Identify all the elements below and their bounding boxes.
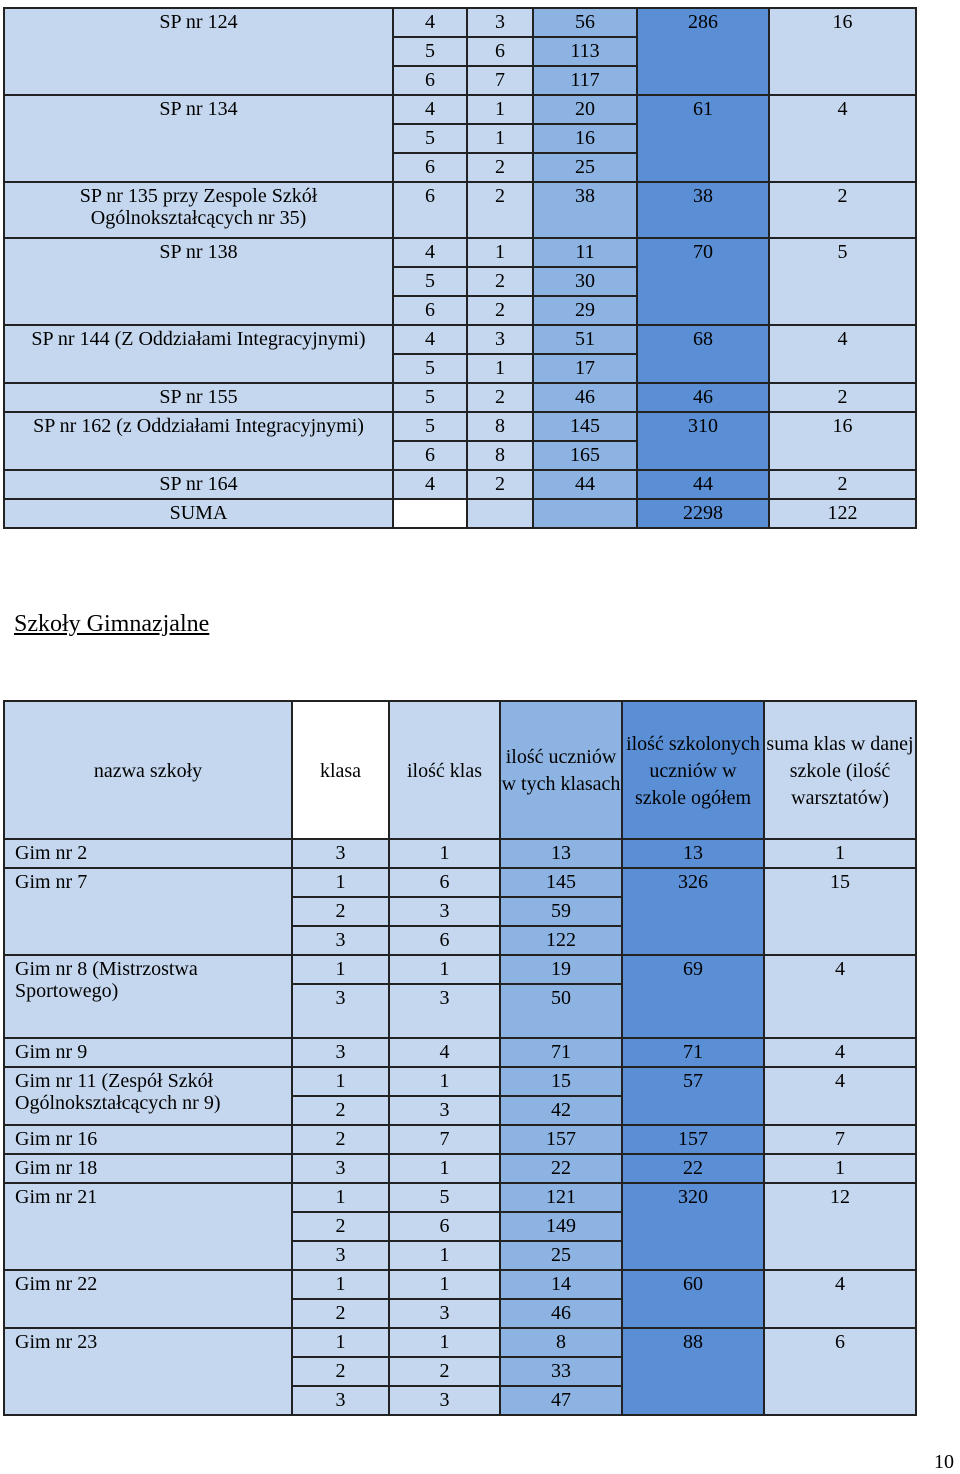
suma-cell: 2 (769, 383, 916, 412)
uczniow-cell: 29 (533, 296, 637, 325)
total-label: SUMA (4, 499, 393, 528)
primary-schools-table (3, 7, 917, 529)
uczniow-cell: 165 (533, 441, 637, 470)
table-row (4, 1270, 916, 1299)
header-klasa: klasa (292, 701, 389, 839)
klasa-cell: 5 (393, 124, 467, 153)
klasa-cell: 6 (393, 296, 467, 325)
klasa-cell: 6 (393, 66, 467, 95)
uczniow-cell: 22 (500, 1154, 622, 1183)
uczniow-cell: 71 (500, 1038, 622, 1067)
school-name: SP nr 162 (z Oddziałami Integracyjnymi) (4, 412, 393, 470)
klasa-cell: 4 (393, 95, 467, 124)
school-name: Gim nr 23 (4, 1328, 292, 1415)
school-name: Gim nr 18 (4, 1154, 292, 1183)
klasa-cell: 5 (393, 267, 467, 296)
ogolem-cell: 38 (637, 182, 769, 238)
klasa-cell: 1 (292, 1067, 389, 1096)
suma-cell: 1 (764, 1154, 916, 1183)
ilosc-klas-cell: 1 (389, 1270, 500, 1299)
suma-cell: 4 (764, 1038, 916, 1067)
ilosc-klas-cell: 2 (467, 470, 533, 499)
ilosc-klas-cell: 3 (389, 1096, 500, 1125)
suma-cell: 15 (764, 868, 916, 955)
ilosc-klas-cell: 3 (389, 1299, 500, 1328)
ilosc-klas-cell: 6 (389, 926, 500, 955)
page-number: 10 (934, 1451, 954, 1473)
table-row (4, 1328, 916, 1357)
school-name: Gim nr 16 (4, 1125, 292, 1154)
uczniow-cell: 145 (533, 412, 637, 441)
uczniow-cell: 46 (500, 1299, 622, 1328)
school-name: Gim nr 2 (4, 839, 292, 868)
uczniow-cell: 25 (533, 153, 637, 182)
total-row (4, 499, 916, 528)
suma-cell: 1 (764, 839, 916, 868)
ogolem-cell: 286 (637, 8, 769, 95)
klasa-cell: 1 (292, 1183, 389, 1212)
uczniow-cell: 117 (533, 66, 637, 95)
klasa-cell: 2 (292, 897, 389, 926)
table-row (4, 412, 916, 441)
school-name: Gim nr 7 (4, 868, 292, 955)
uczniow-cell: 50 (500, 984, 622, 1038)
table-row (4, 238, 916, 267)
school-name: SP nr 138 (4, 238, 393, 325)
klasa-cell: 1 (292, 1270, 389, 1299)
uczniow-cell: 42 (500, 1096, 622, 1125)
klasa-cell: 3 (292, 1154, 389, 1183)
uczniow-cell: 16 (533, 124, 637, 153)
ilosc-klas-cell: 4 (389, 1038, 500, 1067)
klasa-cell: 4 (393, 470, 467, 499)
klasa-cell: 5 (393, 412, 467, 441)
klasa-cell: 3 (292, 839, 389, 868)
klasa-cell: 2 (292, 1299, 389, 1328)
ilosc-klas-cell: 1 (389, 1067, 500, 1096)
table-row (4, 955, 916, 984)
suma-cell: 12 (764, 1183, 916, 1270)
school-name: Gim nr 8 (Mistrzostwa Sportowego) (4, 955, 292, 1038)
header-suma: suma klas w danej szkole (ilość warsztatów) (764, 701, 916, 839)
klasa-cell: 4 (393, 8, 467, 37)
uczniow-cell: 14 (500, 1270, 622, 1299)
school-name: SP nr 164 (4, 470, 393, 499)
uczniow-cell: 46 (533, 383, 637, 412)
uczniow-cell: 19 (500, 955, 622, 984)
ilosc-klas-cell: 2 (467, 296, 533, 325)
uczniow-cell: 121 (500, 1183, 622, 1212)
ogolem-cell: 157 (622, 1125, 764, 1154)
klasa-cell: 6 (393, 441, 467, 470)
uczniow-cell: 25 (500, 1241, 622, 1270)
suma-cell: 16 (769, 412, 916, 470)
table-row (4, 325, 916, 354)
uczniow-cell: 30 (533, 267, 637, 296)
table-row (4, 1125, 916, 1154)
uczniow-cell: 15 (500, 1067, 622, 1096)
school-name: SP nr 144 (Z Oddziałami Integracyjnymi) (4, 325, 393, 383)
section-title: Szkoły Gimnazjalne (14, 611, 210, 637)
uczniow-cell: 20 (533, 95, 637, 124)
table-row (4, 8, 916, 37)
uczniow-cell: 56 (533, 8, 637, 37)
ogolem-cell: 60 (622, 1270, 764, 1328)
school-name: Gim nr 22 (4, 1270, 292, 1328)
uczniow-cell: 8 (500, 1328, 622, 1357)
ilosc-klas-cell: 8 (467, 412, 533, 441)
uczniow-cell: 145 (500, 868, 622, 897)
uczniow-cell: 157 (500, 1125, 622, 1154)
uczniow-cell: 13 (500, 839, 622, 868)
header-row (4, 701, 916, 839)
ilosc-klas-cell: 1 (389, 839, 500, 868)
ilosc-klas-cell: 3 (467, 8, 533, 37)
uczniow-cell: 122 (500, 926, 622, 955)
header-ogolem: ilość szkolonych uczniów w szkole ogółem (622, 701, 764, 839)
table-row (4, 1154, 916, 1183)
ogolem-cell: 22 (622, 1154, 764, 1183)
klasa-cell: 1 (292, 1328, 389, 1357)
ilosc-klas-cell: 2 (389, 1357, 500, 1386)
klasa-cell: 3 (292, 1241, 389, 1270)
ilosc-klas-cell: 2 (467, 383, 533, 412)
uczniow-cell: 51 (533, 325, 637, 354)
ilosc-klas-cell: 1 (467, 238, 533, 267)
ogolem-cell: 68 (637, 325, 769, 383)
ogolem-cell: 69 (622, 955, 764, 1038)
ilosc-klas-cell: 2 (467, 267, 533, 296)
ilosc-klas-cell: 1 (389, 1241, 500, 1270)
klasa-cell: 6 (393, 153, 467, 182)
klasa-cell: 1 (292, 868, 389, 897)
school-name: Gim nr 21 (4, 1183, 292, 1270)
ilosc-klas-cell: 6 (467, 37, 533, 66)
klasa-cell: 3 (292, 984, 389, 1038)
klasa-cell: 3 (292, 1038, 389, 1067)
total-suma: 122 (769, 499, 916, 528)
school-name: SP nr 134 (4, 95, 393, 182)
ilosc-klas-cell: 2 (467, 182, 533, 238)
suma-cell: 16 (769, 8, 916, 95)
school-name: Gim nr 9 (4, 1038, 292, 1067)
header-ilosc-klas: ilość klas (389, 701, 500, 839)
klasa-cell: 3 (292, 926, 389, 955)
uczniow-cell: 44 (533, 470, 637, 499)
ilosc-klas-cell: 1 (467, 95, 533, 124)
ilosc-klas-cell: 1 (389, 1154, 500, 1183)
ilosc-klas-cell: 3 (467, 325, 533, 354)
ogolem-cell: 13 (622, 839, 764, 868)
suma-cell: 4 (764, 955, 916, 1038)
suma-cell: 2 (769, 470, 916, 499)
klasa-cell: 5 (393, 354, 467, 383)
table-row (4, 1038, 916, 1067)
ogolem-cell: 310 (637, 412, 769, 470)
suma-cell: 4 (764, 1067, 916, 1125)
uczniow-cell: 59 (500, 897, 622, 926)
klasa-cell: 5 (393, 383, 467, 412)
ogolem-cell: 46 (637, 383, 769, 412)
ilosc-klas-cell: 3 (389, 984, 500, 1038)
klasa-cell: 2 (292, 1212, 389, 1241)
school-name: SP nr 155 (4, 383, 393, 412)
uczniow-cell: 149 (500, 1212, 622, 1241)
suma-cell: 6 (764, 1328, 916, 1415)
uczniow-cell: 33 (500, 1357, 622, 1386)
school-name: SP nr 124 (4, 8, 393, 95)
ogolem-cell: 70 (637, 238, 769, 325)
uczniow-cell: 47 (500, 1386, 622, 1415)
ilosc-klas-cell: 1 (389, 955, 500, 984)
empty-cell (393, 499, 467, 528)
klasa-cell: 2 (292, 1096, 389, 1125)
table-row (4, 383, 916, 412)
ilosc-klas-cell: 7 (467, 66, 533, 95)
ogolem-cell: 44 (637, 470, 769, 499)
school-name: SP nr 135 przy Zespole Szkół Ogólnokształcących nr 35) (4, 182, 393, 238)
table-row (4, 839, 916, 868)
suma-cell: 2 (769, 182, 916, 238)
table-row (4, 95, 916, 124)
ilosc-klas-cell: 6 (389, 1212, 500, 1241)
ogolem-cell: 71 (622, 1038, 764, 1067)
ogolem-cell: 326 (622, 868, 764, 955)
ogolem-cell: 61 (637, 95, 769, 182)
uczniow-cell: 113 (533, 37, 637, 66)
ilosc-klas-cell: 1 (389, 1328, 500, 1357)
suma-cell: 4 (764, 1270, 916, 1328)
ilosc-klas-cell: 2 (467, 153, 533, 182)
ilosc-klas-cell: 3 (389, 1386, 500, 1415)
table-row (4, 182, 916, 238)
ilosc-klas-cell: 3 (389, 897, 500, 926)
header-nazwa: nazwa szkoły (4, 701, 292, 839)
ogolem-cell: 57 (622, 1067, 764, 1125)
klasa-cell: 2 (292, 1125, 389, 1154)
ogolem-cell: 320 (622, 1183, 764, 1270)
klasa-cell: 6 (393, 182, 467, 238)
ogolem-cell: 88 (622, 1328, 764, 1415)
total-ogolem: 2298 (637, 499, 769, 528)
klasa-cell: 4 (393, 238, 467, 267)
table-row (4, 470, 916, 499)
ilosc-klas-cell: 6 (389, 868, 500, 897)
klasa-cell: 3 (292, 1386, 389, 1415)
school-name: Gim nr 11 (Zespół Szkół Ogólnokształcących nr 9) (4, 1067, 292, 1125)
klasa-cell: 1 (292, 955, 389, 984)
table-row (4, 1067, 916, 1096)
suma-cell: 7 (764, 1125, 916, 1154)
klasa-cell: 4 (393, 325, 467, 354)
uczniow-cell: 17 (533, 354, 637, 383)
klasa-cell: 5 (393, 37, 467, 66)
header-uczniow: ilość uczniów w tych klasach (500, 701, 622, 839)
ilosc-klas-cell: 8 (467, 441, 533, 470)
ilosc-klas-cell: 5 (389, 1183, 500, 1212)
gymnasium-schools-table (3, 700, 917, 1416)
empty-cell (533, 499, 637, 528)
suma-cell: 5 (769, 238, 916, 325)
table-row (4, 868, 916, 897)
table-row (4, 1183, 916, 1212)
suma-cell: 4 (769, 325, 916, 383)
uczniow-cell: 38 (533, 182, 637, 238)
klasa-cell: 2 (292, 1357, 389, 1386)
suma-cell: 4 (769, 95, 916, 182)
ilosc-klas-cell: 1 (467, 354, 533, 383)
uczniow-cell: 11 (533, 238, 637, 267)
ilosc-klas-cell: 1 (467, 124, 533, 153)
empty-cell (467, 499, 533, 528)
ilosc-klas-cell: 7 (389, 1125, 500, 1154)
